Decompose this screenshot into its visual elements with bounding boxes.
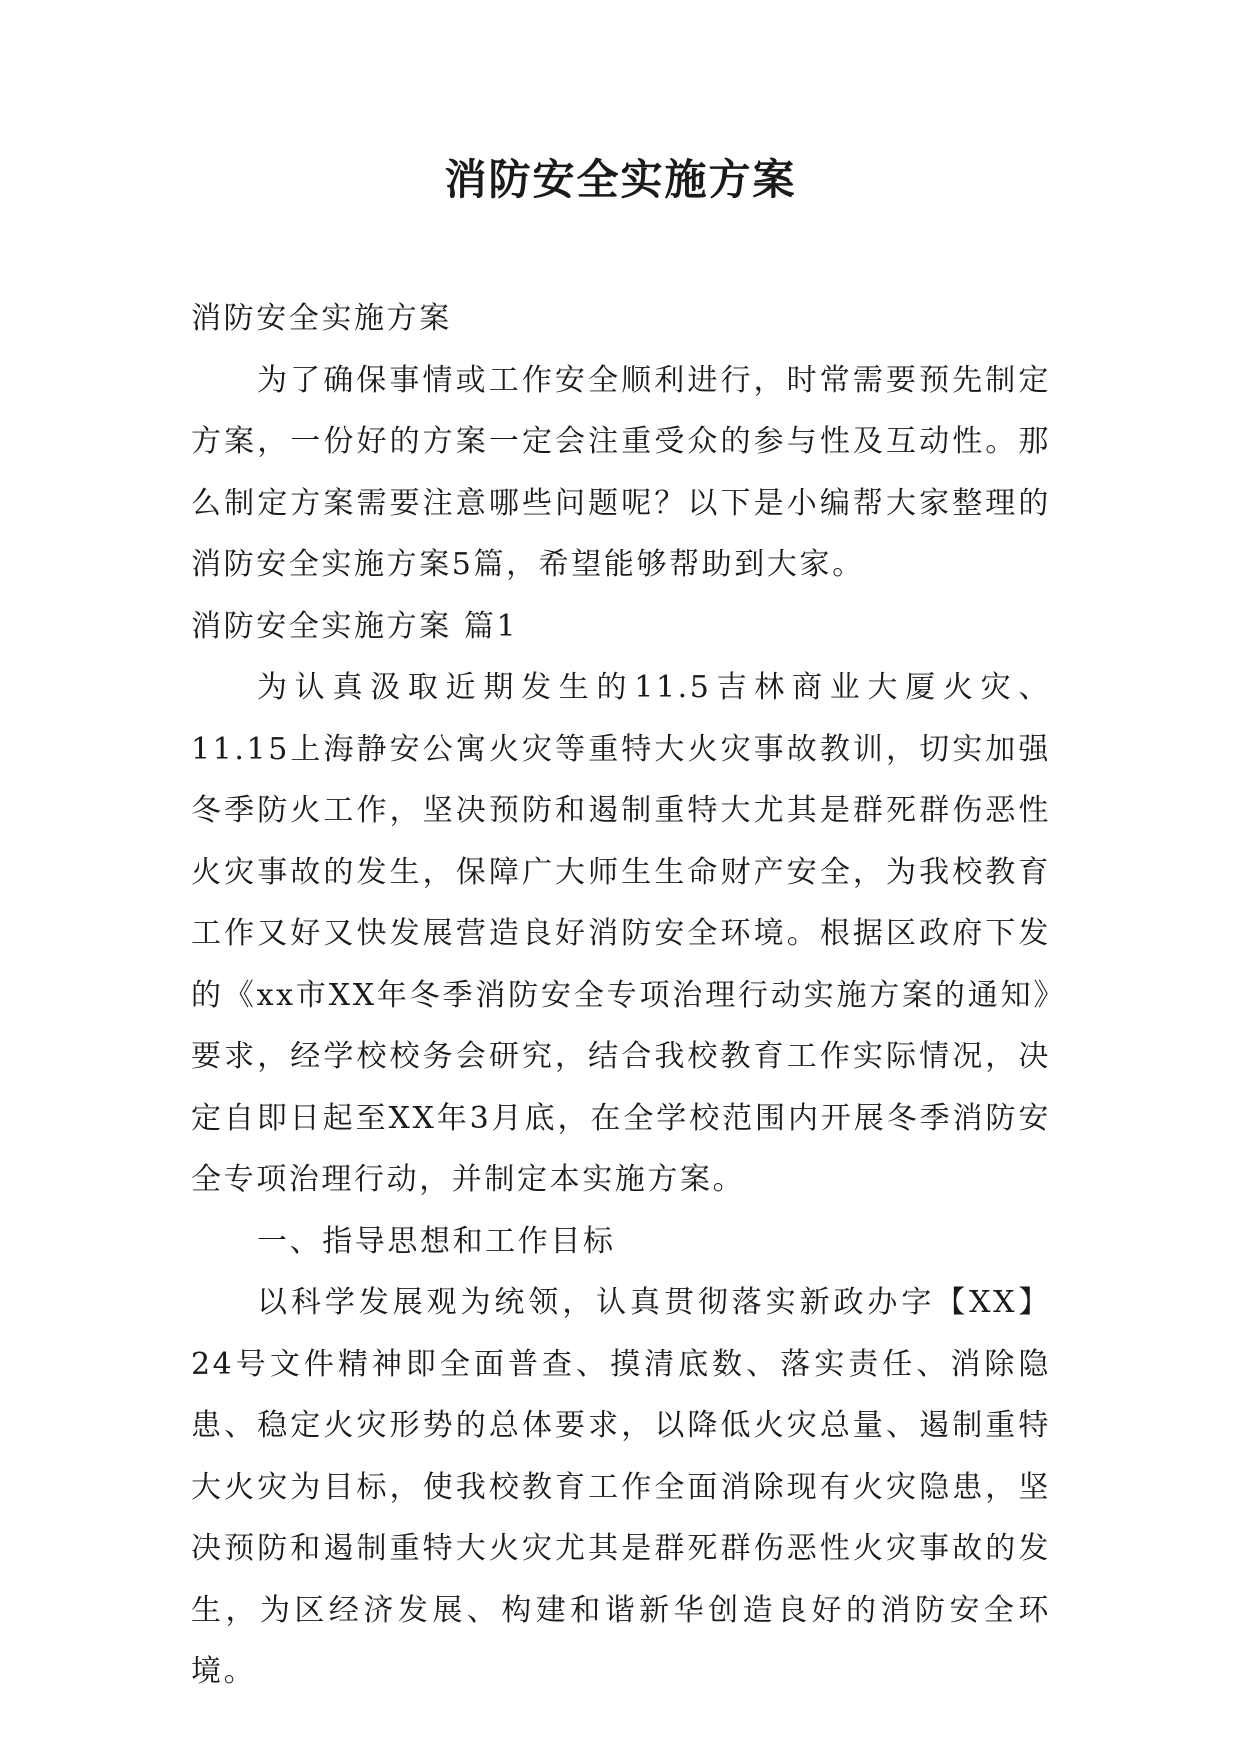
document-title: 消防安全实施方案 <box>444 155 797 204</box>
section-heading-guiding-ideology: 一、指导思想和工作目标 <box>257 1223 616 1259</box>
background-paragraph: 为认真汲取近期发生的11.5吉林商业大厦火灾、11.15上海静安公寓火灾等重特大火灾事故教训，切实加强冬季防火工作，坚决预防和遏制重特大尤其是群死群伤恶性火灾事故的发生，保障广大师生生命财产安全，为我校教育工作又好又快发展营造良好消防安全环境。根据区政府下发的《xx市XX年冬季消防安全专项治理行动实施方案的通知》要求，经学校校务会研究，结合我校教育工作实际情况，决定自即日起至XX年3月底，在全学校范围内开展冬季消防安全专项治理行动，并制定本实施方案。 <box>191 670 1051 1197</box>
section-heading-part-1: 消防安全实施方案 篇1 <box>191 608 519 644</box>
body-heading: 消防安全实施方案 <box>191 301 452 336</box>
intro-paragraph: 为了确保事情或工作安全顺利进行，时常需要预先制定方案，一份好的方案一定会注重受众的参与性及互动性。那么制定方案需要注意哪些问题呢？以下是小编帮大家整理的消防安全实施方案5篇，希望能够帮助到大家。 <box>191 362 1051 582</box>
document-body <box>191 288 1051 1703</box>
guiding-ideology-paragraph: 以科学发展观为统领，认真贯彻落实新政办字【XX】24号文件精神即全面普查、摸清底数、落实责任、消除隐患、稳定火灾形势的总体要求，以降低火灾总量、遏制重特大火灾为目标，使我校教育工作全面消除现有火灾隐患，坚决预防和遏制重特大火灾尤其是群死群伤恶性火灾事故的发生，为区经济发展、构建和谐新华创造良好的消防安全环境。 <box>191 1285 1051 1689</box>
